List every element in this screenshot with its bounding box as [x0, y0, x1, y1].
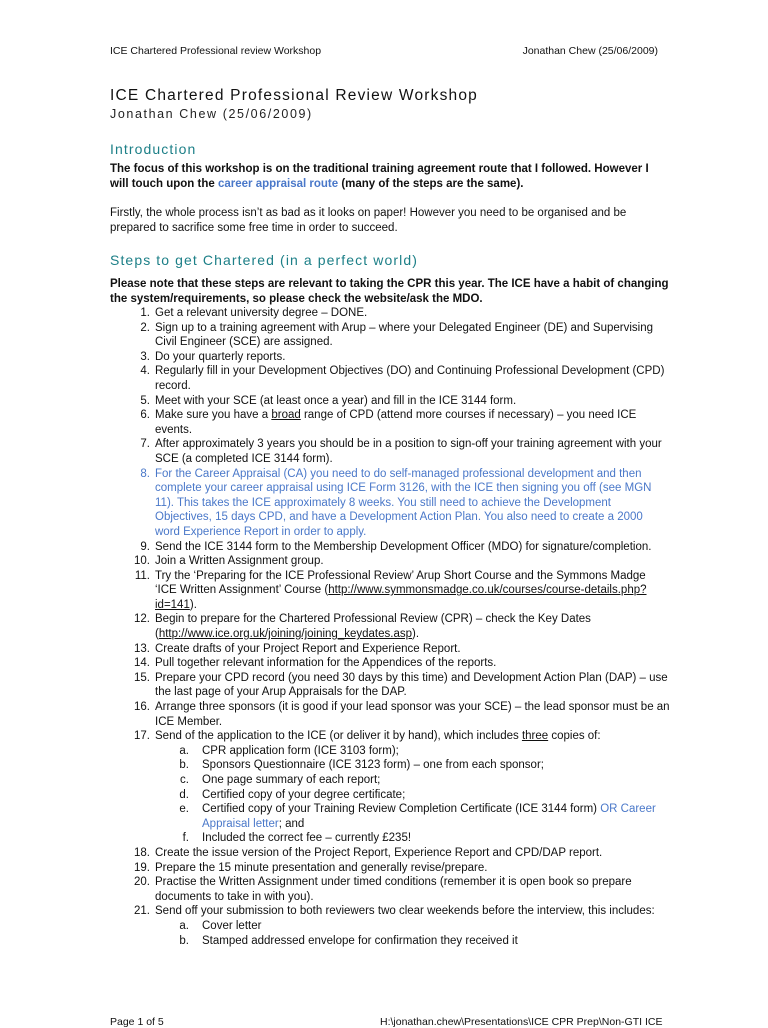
item-number: 16.	[134, 701, 150, 714]
item-number: 11.	[134, 569, 150, 582]
list-item	[110, 540, 670, 555]
career-appraisal-letter-text: OR Career Appraisal letter	[202, 803, 656, 830]
symmons-madge-link[interactable]: http://www.symmonsmadge.co.uk/courses/course-details.php?id=141	[155, 584, 647, 611]
sub-item-letter: f.	[182, 832, 189, 845]
item-text: ).	[412, 628, 420, 641]
sub-item-text: Stamped addressed envelope for confirmation they received it	[202, 934, 518, 947]
sublist-application	[155, 744, 670, 846]
list-item	[110, 656, 670, 671]
item-number: 9.	[140, 540, 150, 553]
sub-item-letter: b.	[179, 934, 189, 947]
sub-list-item	[155, 919, 670, 934]
list-item	[110, 350, 670, 365]
sub-item-text: Included the correct fee – currently £235!	[202, 832, 412, 845]
item-text: Arrange three sponsors (it is good if your lead sponsor was your SCE) – the lead sponsor must be an ICE Member.	[155, 701, 670, 728]
item-text: Regularly fill in your Development Objectives (DO) and Continuing Professional Development (CPD) record.	[155, 365, 665, 392]
item-text: Prepare your CPD record (you need 30 days by this time) and Development Action Plan (DAP) – use the last page of your Arup Appraisals for the DAP.	[155, 671, 668, 699]
sub-item-letter: c.	[180, 774, 189, 786]
item-number: 2.	[140, 321, 150, 334]
header-left: ICE Chartered Professional review Workshop	[110, 45, 322, 57]
item-number: 14.	[134, 657, 150, 670]
item-text: Create drafts of your Project Report and Experience Report.	[155, 642, 461, 655]
item-number: 1.	[140, 307, 150, 319]
item-number: 19.	[134, 861, 150, 874]
sub-item-text: Certified copy of your Training Review Completion Certificate (ICE 3144 form)	[202, 803, 597, 816]
sub-item-text: ; and	[278, 817, 305, 830]
document-subtitle: Jonathan Chew (25/06/2009)	[110, 107, 313, 121]
footer-page-number: Page 1 of 5	[110, 1016, 164, 1028]
item-text: Create the issue version of the Project Report, Experience Report and CPD/DAP report.	[155, 846, 603, 859]
list-item	[110, 554, 670, 569]
list-item	[110, 394, 670, 409]
document-title: ICE Chartered Professional Review Workshop	[110, 87, 478, 104]
sub-item-letter: b.	[179, 759, 189, 772]
sub-list-item	[155, 802, 670, 831]
sub-list-item	[155, 934, 670, 949]
sub-item-text: One page summary of each report;	[202, 774, 381, 786]
focus-text-b: (many of the steps are the same).	[338, 178, 524, 190]
item-number: 8.	[140, 467, 150, 480]
sub-item-letter: a.	[179, 744, 189, 757]
list-item-career-appraisal	[110, 467, 670, 540]
item-text: For the Career Appraisal (CA) you need to do self-managed professional development and then complete your career appraisal using ICE Form 3126, with the ICE then signing you off (see MGN 11). This takes the ICE approximately 8 weeks. You still need to achieve the Development Objectives, 15 days CPD, and have a Development Action Plan. You also need to create a 2000 word Experience Report in order to apply.	[155, 467, 652, 538]
item-text: ).	[189, 598, 197, 611]
item-number: 18.	[134, 846, 150, 859]
focus-text-a: The focus of this workshop is on the traditional training agreement route that I followed. However I will touch upon the	[110, 163, 649, 190]
item-text: Prepare the 15 minute presentation and generally revise/prepare.	[155, 861, 488, 874]
header-right: Jonathan Chew (25/06/2009)	[522, 45, 658, 57]
list-item	[110, 306, 670, 321]
steps-heading: Steps to get Chartered (in a perfect world)	[110, 252, 418, 268]
underlined-word: three	[521, 730, 549, 743]
item-text: Practise the Written Assignment under timed conditions (remember it is open book so prepare documents to take in with you).	[155, 876, 632, 903]
sub-list-item	[155, 758, 670, 773]
introduction-heading: Introduction	[110, 141, 197, 157]
career-appraisal-link[interactable]: career appraisal route	[217, 178, 339, 190]
item-number: 6.	[140, 409, 150, 422]
sublist-submission	[155, 919, 670, 948]
item-text: Join a Written Assignment group.	[155, 555, 324, 568]
item-number: 17.	[134, 730, 150, 743]
item-text: Send off your submission to both reviewers two clear weekends before the interview, this includes:	[155, 905, 655, 918]
list-item	[110, 729, 670, 846]
list-item	[110, 904, 670, 948]
sub-item-text: Certified copy of your degree certificate;	[202, 788, 406, 801]
sub-item-text: Cover letter	[202, 919, 262, 932]
sub-list-item	[155, 788, 670, 803]
firstly-paragraph: Firstly, the whole process isn’t as bad as it looks on paper! However you need to be organised and be prepared to sacrifice some free time in order to succeed.	[110, 207, 627, 234]
list-item	[110, 671, 670, 700]
list-item	[110, 437, 670, 466]
item-text: Pull together relevant information for the Appendices of the reports.	[155, 657, 497, 670]
item-text: range of CPD (attend more courses if necessary) – you need ICE events.	[155, 409, 637, 436]
underlined-word: broad	[271, 409, 301, 422]
sub-item-text: Sponsors Questionnaire (ICE 3123 form) – one from each sponsor;	[202, 759, 544, 772]
item-text: After approximately 3 years you should be in a position to sign-off your training agreement with your SCE (a completed ICE 3144 form).	[155, 438, 662, 465]
note-paragraph: Please note that these steps are relevant to taking the CPR this year. The ICE have a habit of changing the system/requirements, so please check the website/ask the MDO.	[110, 278, 669, 305]
item-number: 5.	[140, 394, 150, 407]
list-item	[110, 846, 670, 861]
item-text: copies of:	[548, 730, 601, 743]
focus-paragraph	[110, 162, 670, 192]
item-number: 15.	[134, 671, 150, 684]
sub-item-text: CPR application form (ICE 3103 form);	[202, 744, 399, 757]
list-item	[110, 700, 670, 729]
item-number: 20.	[134, 876, 150, 889]
steps-list	[110, 306, 670, 948]
item-text: Sign up to a training agreement with Arup – where your Delegated Engineer (DE) and Supervising Civil Engineer (SCE) are assigned.	[155, 321, 653, 349]
item-number: 13.	[134, 642, 150, 655]
item-text: Send of the application to the ICE (or deliver it by hand), which includes	[155, 730, 522, 743]
sub-item-letter: a.	[179, 919, 189, 932]
footer-file-path: H:\jonathan.chew\Presentations\ICE CPR Prep\Non-GTI ICE	[380, 1016, 663, 1028]
ice-key-dates-link[interactable]: http://www.ice.org.uk/joining/joining_keydates.asp	[158, 628, 412, 641]
list-item	[110, 861, 670, 876]
item-text: Meet with your SCE (at least once a year) and fill in the ICE 3144 form.	[155, 394, 517, 407]
item-number: 3.	[140, 350, 150, 363]
sub-item-letter: d.	[179, 788, 189, 801]
item-text: Make sure you have a	[155, 409, 272, 422]
list-item	[110, 642, 670, 657]
list-item	[110, 364, 670, 393]
list-item	[110, 408, 670, 437]
item-text: Begin to prepare for the Chartered Professional Review (CPR) – check the Key Dates (	[155, 613, 591, 641]
list-item	[110, 569, 670, 613]
item-number: 10.	[134, 555, 150, 568]
item-text: Send the ICE 3144 form to the Membership Development Officer (MDO) for signature/completion.	[155, 540, 652, 553]
item-number: 7.	[140, 438, 150, 451]
list-item	[110, 612, 670, 641]
sub-list-item	[155, 744, 670, 759]
item-number: 21.	[134, 905, 150, 918]
item-text: Do your quarterly reports.	[155, 350, 286, 363]
item-text: Get a relevant university degree – DONE.	[155, 307, 368, 319]
sub-list-item	[155, 831, 670, 846]
item-text: Try the ‘Preparing for the ICE Professional Review’ Arup Short Course and the Symmons Madge ‘ICE Written Assignment’ Course (	[155, 569, 646, 597]
sub-item-letter: e.	[179, 803, 189, 816]
sub-list-item	[155, 773, 670, 788]
list-item	[110, 321, 670, 350]
item-number: 4.	[140, 365, 150, 378]
list-item	[110, 875, 670, 904]
item-number: 12.	[134, 613, 150, 626]
